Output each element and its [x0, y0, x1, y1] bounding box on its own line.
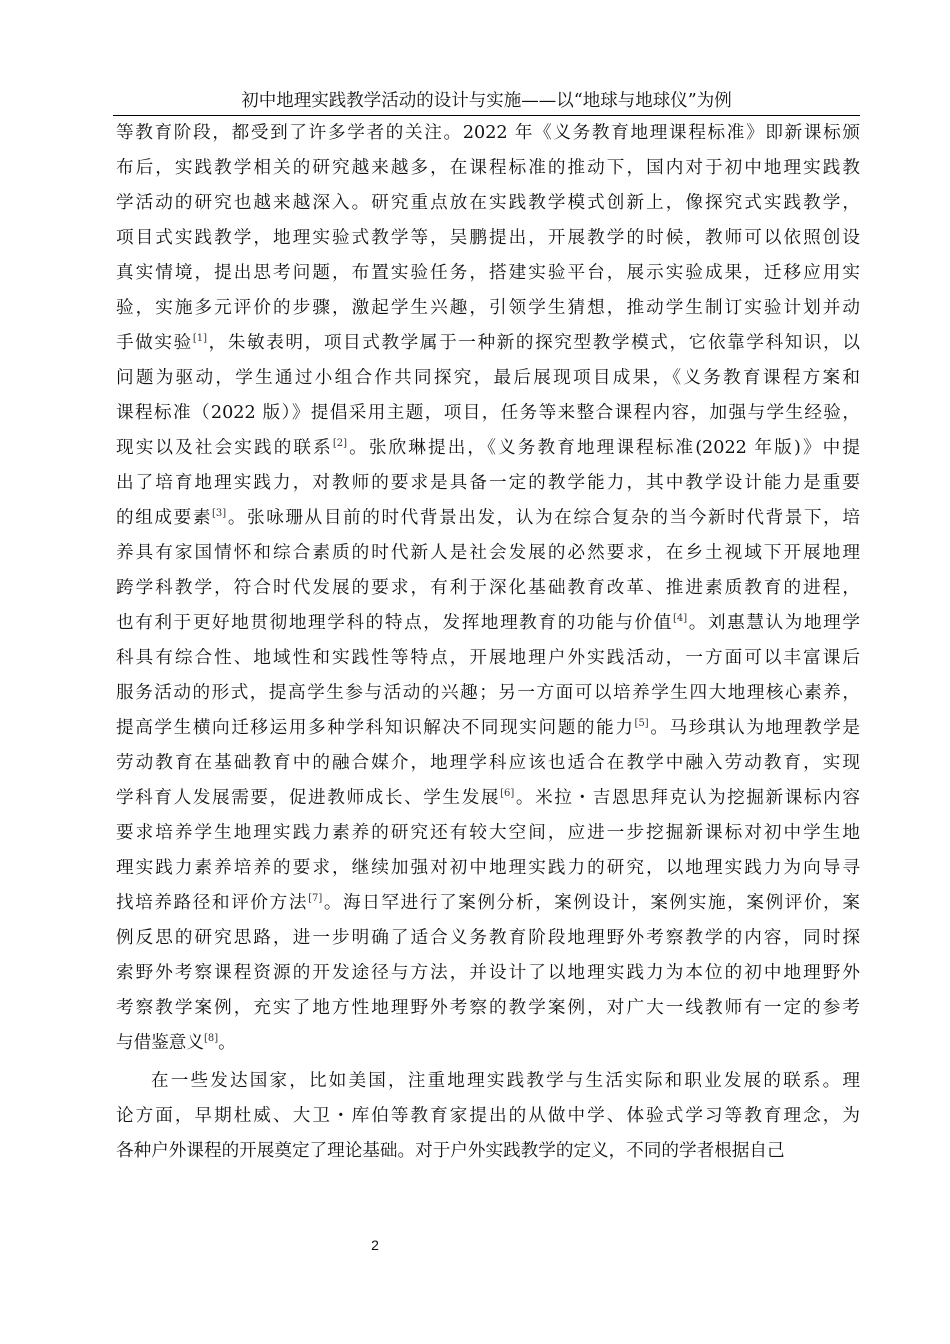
running-header: [113, 88, 860, 116]
text-line: [116, 186, 860, 221]
text-segment: 。海日罕进行了案例分析，案例设计，案例实施，案例评价，案: [322, 893, 860, 913]
citation-ref: [2]: [332, 438, 348, 449]
text-segment: 。: [218, 1033, 236, 1053]
text-segment: 也有利于更好地贯彻地理学科的特点，发挥地理教育的功能与价值: [116, 613, 673, 633]
text-line: [116, 1099, 860, 1134]
text-line: [116, 816, 860, 851]
text-segment: 课程标准（2022 版）》提倡采用主题，项目，任务等来整合课程内容，加强与学生经验，: [116, 403, 860, 423]
text-segment: 。刘惠慧认为地理学: [687, 613, 860, 633]
text-segment: ，朱敏表明，项目式教学属于一种新的探究型教学模式，它依靠学科知识，以: [207, 333, 860, 353]
text-segment: 。米拉・吉恩思拜克认为挖掘新课标内容: [514, 788, 860, 808]
text-line: [116, 1134, 860, 1169]
text-segment: 劳动教育在基础教育中的融合媒介，地理学科应该也适合在教学中融入劳动教育，实现: [116, 753, 860, 773]
text-segment: 。张欣琳提出，《义务教育地理课程标准(2022 年版)》中提: [347, 438, 860, 458]
text-segment: 服务活动的形式，提高学生参与活动的兴趣；另一方面可以培养学生四大地理核心素养，: [116, 683, 860, 703]
text-segment: 养具有家国情怀和综合素质的时代新人是社会发展的必然要求，在乡土视域下开展地理: [116, 543, 860, 563]
page-number: 2: [371, 1237, 379, 1253]
text-segment: 。马珍琪认为地理教学是: [648, 718, 860, 738]
text-line: [116, 466, 860, 501]
text-line: [116, 291, 860, 326]
text-segment: 科具有综合性、地域性和实践性等特点，开展地理户外实践活动，一方面可以丰富课后: [116, 648, 860, 668]
text-segment: 索野外考察课程资源的开发途径与方法，并设计了以地理实践力为本位的初中地理野外: [116, 963, 860, 983]
text-segment: 出了培育地理实践力，对教师的要求是具备一定的教学能力，其中教学设计能力是重要: [116, 473, 860, 493]
text-line: [116, 1026, 860, 1061]
text-segment: 在一些发达国家，比如美国，注重地理实践教学与生活实际和职业发展的联系。理: [151, 1071, 860, 1091]
text-segment: 等教育阶段，都受到了许多学者的关注。2022 年《义务教育地理课程标准》即新课标颁: [116, 123, 860, 143]
text-line: [116, 221, 860, 256]
text-line: [116, 851, 860, 886]
citation-ref: [5]: [634, 718, 649, 729]
text-line: [116, 571, 860, 606]
text-segment: 例反思的研究思路，进一步明确了适合义务教育阶段地理野外考察教学的内容，同时探: [116, 928, 860, 948]
text-segment: 理实践力素养培养的要求，继续加强对初中地理实践力的研究，以地理实践力为向导寻: [116, 858, 860, 878]
text-segment: 找培养路径和评价方法: [116, 893, 309, 913]
text-line: [116, 536, 860, 571]
text-line: [116, 711, 860, 746]
citation-ref: [1]: [192, 333, 207, 344]
text-line: [116, 606, 860, 641]
citation-ref: [6]: [500, 788, 515, 799]
text-line: [116, 676, 860, 711]
text-line: [116, 501, 860, 536]
text-line: [116, 396, 860, 431]
text-segment: 真实情境，提出思考问题，布置实验任务，搭建实验平台，展示实验成果，迁移应用实: [116, 263, 860, 283]
text-segment: 各种户外课程的开展奠定了理论基础。对于户外实践教学的定义，不同的学者根据自己: [116, 1141, 785, 1161]
text-line: [116, 956, 860, 991]
citation-ref: [4]: [672, 613, 688, 624]
text-line: [116, 361, 860, 396]
text-line: [116, 991, 860, 1026]
text-line: [116, 921, 860, 956]
text-segment: 学科育人发展需要，促进教师成长、学生发展: [116, 788, 501, 808]
text-line: [116, 431, 860, 466]
text-line: [116, 781, 860, 816]
text-line: [116, 151, 860, 186]
text-line: [116, 886, 860, 921]
text-segment: 。张咏珊从目前的时代背景出发，认为在综合复杂的当今新时代背景下，培: [226, 508, 860, 528]
text-segment: 论方面，早期杜威、大卫・库伯等教育家提出的从做中学、体验式学习等教育理念，为: [116, 1106, 860, 1126]
text-segment: 与借鉴意义: [116, 1033, 204, 1053]
text-line: [116, 256, 860, 291]
text-line: [116, 641, 860, 676]
citation-ref: [3]: [212, 508, 227, 519]
body-text: [116, 116, 860, 1169]
text-segment: 考察教学案例，充实了地方性地理野外考察的教学案例，对广大一线教师有一定的参考: [116, 998, 860, 1018]
text-segment: 项目式实践教学，地理实验式教学等，吴鹏提出，开展教学的时候，教师可以依照创设: [116, 228, 860, 248]
text-segment: 提高学生横向迁移运用多种学科知识解决不同现实问题的能力: [116, 718, 635, 738]
text-segment: 问题为驱动，学生通过小组合作共同探究，最后展现项目成果，《义务教育课程方案和: [116, 368, 860, 388]
citation-ref: [8]: [203, 1033, 219, 1044]
text-segment: 手做实验: [116, 333, 193, 353]
text-line: [116, 746, 860, 781]
text-segment: 现实以及社会实践的联系: [116, 438, 333, 458]
text-segment: 跨学科教学，符合时代发展的要求，有利于深化基础教育改革、推进素质教育的进程，: [116, 578, 860, 598]
text-line: [116, 326, 860, 361]
text-segment: 的组成要素: [116, 508, 213, 528]
text-segment: 布后，实践教学相关的研究越来越多，在课程标准的推动下，国内对于初中地理实践教: [116, 158, 860, 178]
text-line: [116, 1064, 860, 1099]
text-segment: 学活动的研究也越来越深入。研究重点放在实践教学模式创新上，像探究式实践教学，: [116, 193, 860, 213]
text-segment: 要求培养学生地理实践力素养的研究还有较大空间，应进一步挖掘新课标对初中学生地: [116, 823, 860, 843]
text-segment: 验，实施多元评价的步骤，激起学生兴趣，引领学生猜想，推动学生制订实验计划并动: [116, 298, 860, 318]
running-title: 初中地理实践教学活动的设计与实施——以“地球与地球仪”为例: [241, 91, 732, 111]
text-line: [116, 116, 860, 151]
citation-ref: [7]: [308, 893, 323, 904]
